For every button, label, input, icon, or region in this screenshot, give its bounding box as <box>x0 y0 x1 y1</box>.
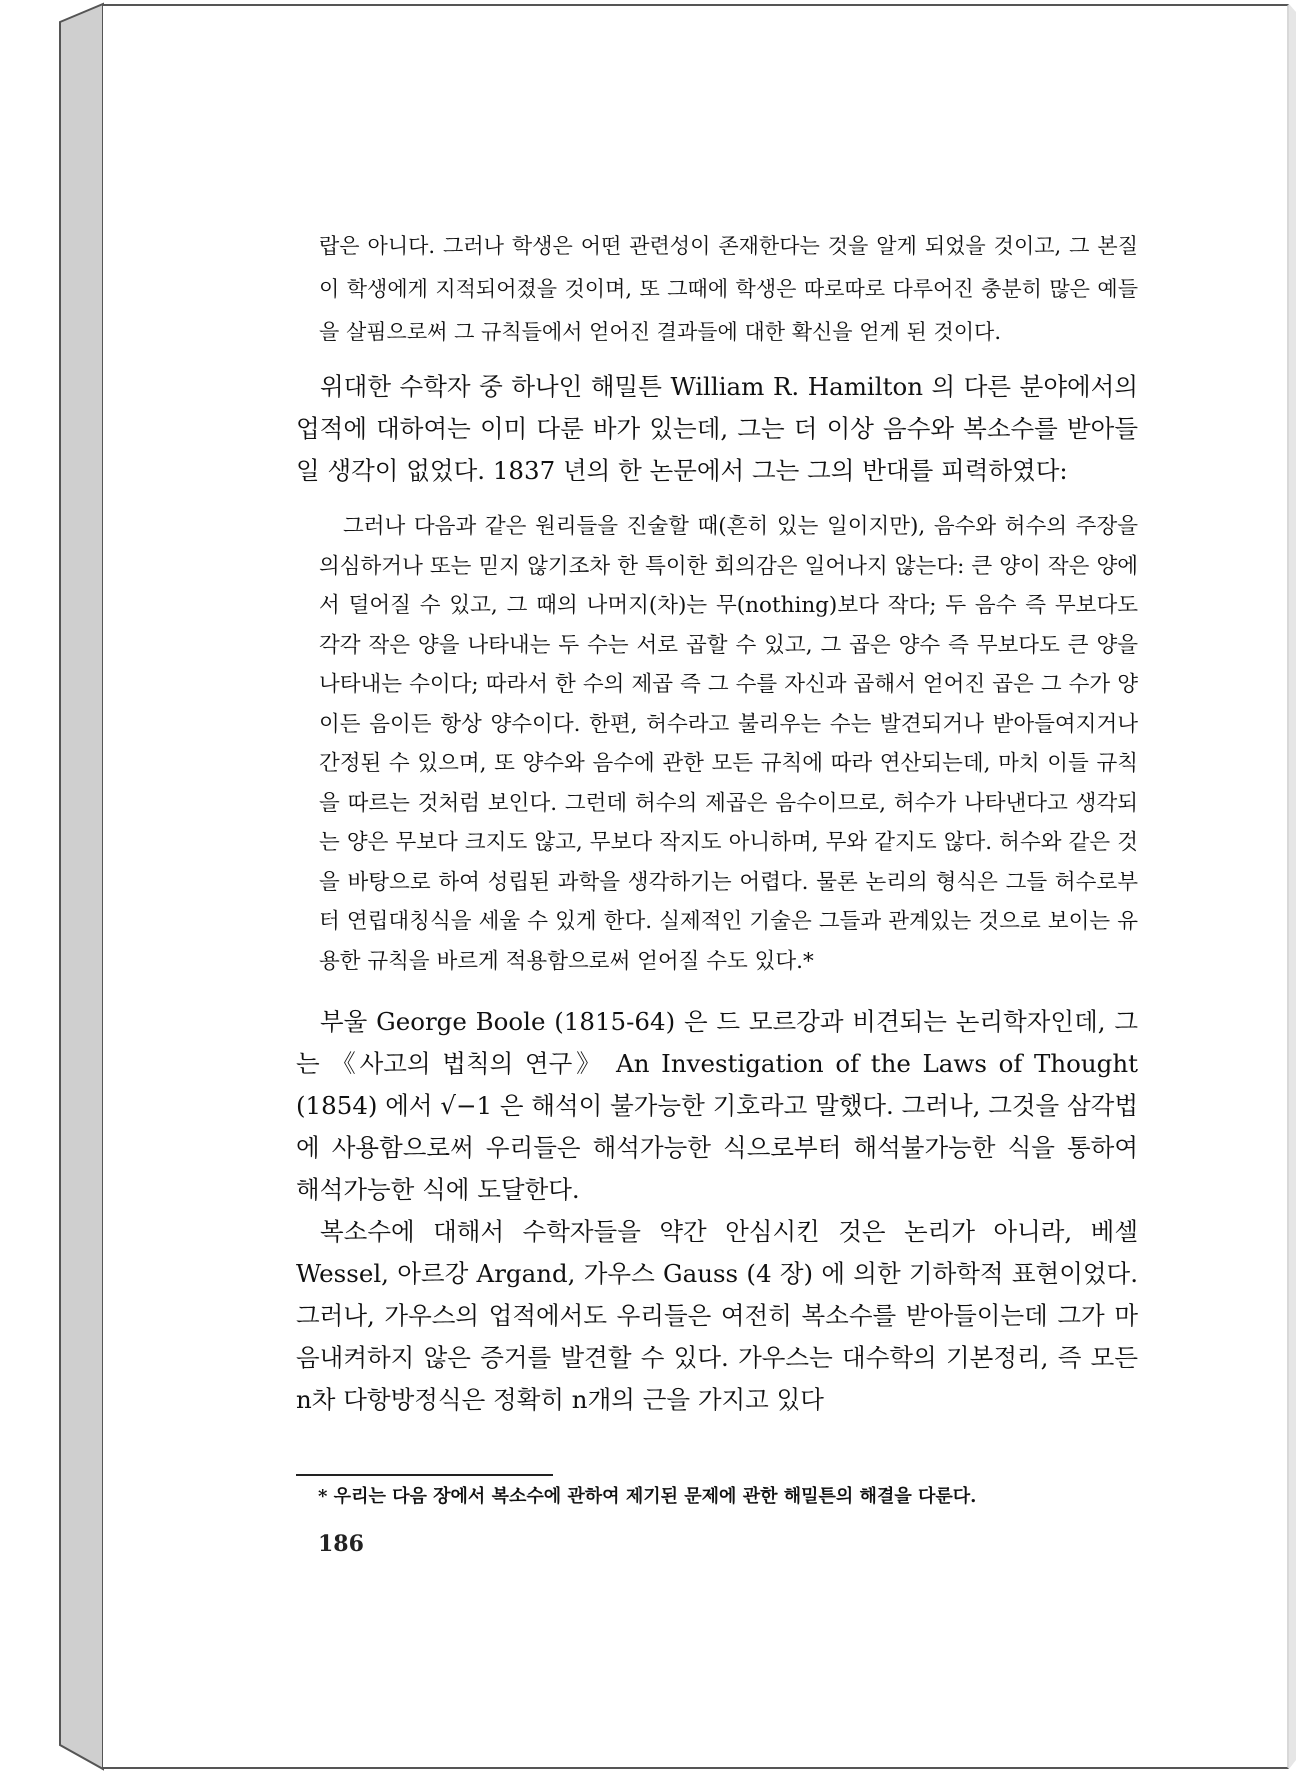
paragraph-hamilton: 위대한 수학자 중 하나인 해밀튼 William R. Hamilton 의 다른 분야에서의 업적에 대하여는 이미 다룬 바가 있는데, 그는 더 이상 음수와 복소수를 받아들일 생각이 없었다. 1837 년의 한 논문에서 그는 그의 반대를 피력하였다: <box>296 372 1138 485</box>
page-body <box>296 225 1138 1421</box>
paragraph-1: 랍은 아니다. 그러나 학생은 어떤 관련성이 존재한다는 것을 알게 되었을 것이고, 그 본질이 학생에게 지적되어졌을 것이며, 또 그때에 학생은 따로따로 다루어진 충분히 많은 예들을 살핌으로써 그 규칙들에서 얻어진 결과들에 대한 확신을 얻게 된 것이다. <box>319 234 1138 344</box>
block-quote-hamilton: 그러나 다음과 같은 원리들을 진술할 때(흔히 있는 일이지만), 음수와 허수의 주장을 의심하거나 또는 믿지 않기조차 한 특이한 회의감은 일어나지 않는다: 큰 양이 작은 양에서 덜어질 수 있고, 그 때의 나머지(차)는 무(nothing)보다 작다; 두 음수 즉 무보다도 각각 작은 양을 나타내는 두 수는 서로 곱할 수 있고, 그 곱은 양수 즉 무보다도 큰 양을 나타내는 수이다; 따라서 한 수의 제곱 즉 그 수를 자신과 곱해서 얻어진 곱은 그 수가 양이든 음이든 항상 양수이다. 한편, 허수라고 불리우는 수는 발견되거나 받아들여지거나 간정된 수 있으며, 또 양수와 음수에 관한 모든 규칙에 따라 연산되는데, 마치 이들 규칙을 따르는 것처럼 보인다. 그런데 허수의 제곱은 음수이므로, 허수가 나타낸다고 생각되는 양은 무보다 크지도 않고, 무보다 작지도 아니하며, 무와 같지도 않다. 허수와 같은 것을 바탕으로 하여 성립된 과학을 생각하기는 어렵다. 물론 논리의 형식은 그들 허수로부터 연립대칭식을 세울 수 있게 한다. 실제적인 기술은 그들과 관계있는 것으로 보이는 유용한 규칙을 바르게 적용함으로써 얻어질 수도 있다.* <box>319 514 1138 974</box>
footnote-rule <box>296 1474 553 1476</box>
paragraph-boole: 부울 George Boole (1815-64) 은 드 모르강과 비견되는 논리학자인데, 그는 《사고의 법칙의 연구》 An Investigation of the Laws of Thought (1854) 에서 √−1 은 해석이 불가능한 기호라고 말했다. 그러나, 그것을 삼각법에 사용함으로써 우리들은 해석가능한 식으로부터 해석불가능한 식을 통하여 해석가능한 식에 도달한다. <box>296 1007 1138 1204</box>
page-number: 186 <box>318 1531 364 1557</box>
footnote: * 우리는 다음 장에서 복소수에 관하여 제기된 문제에 관한 해밀튼의 해결을 다룬다. <box>318 1486 977 1507</box>
paragraph-complex-numbers: 복소수에 대해서 수학자들을 약간 안심시킨 것은 논리가 아니라, 베셀 Wessel, 아르강 Argand, 가우스 Gauss (4 장) 에 의한 기하학적 표현이었다. 그러나, 가우스의 업적에서도 우리들은 여전히 복소수를 받아들이는데 그가 마음내켜하지 않은 증거를 발견할 수 있다. 가우스는 대수학의 기본정리, 즉 모든 n차 다항방정식은 정확히 n개의 근을 가지고 있다 <box>296 1217 1138 1414</box>
